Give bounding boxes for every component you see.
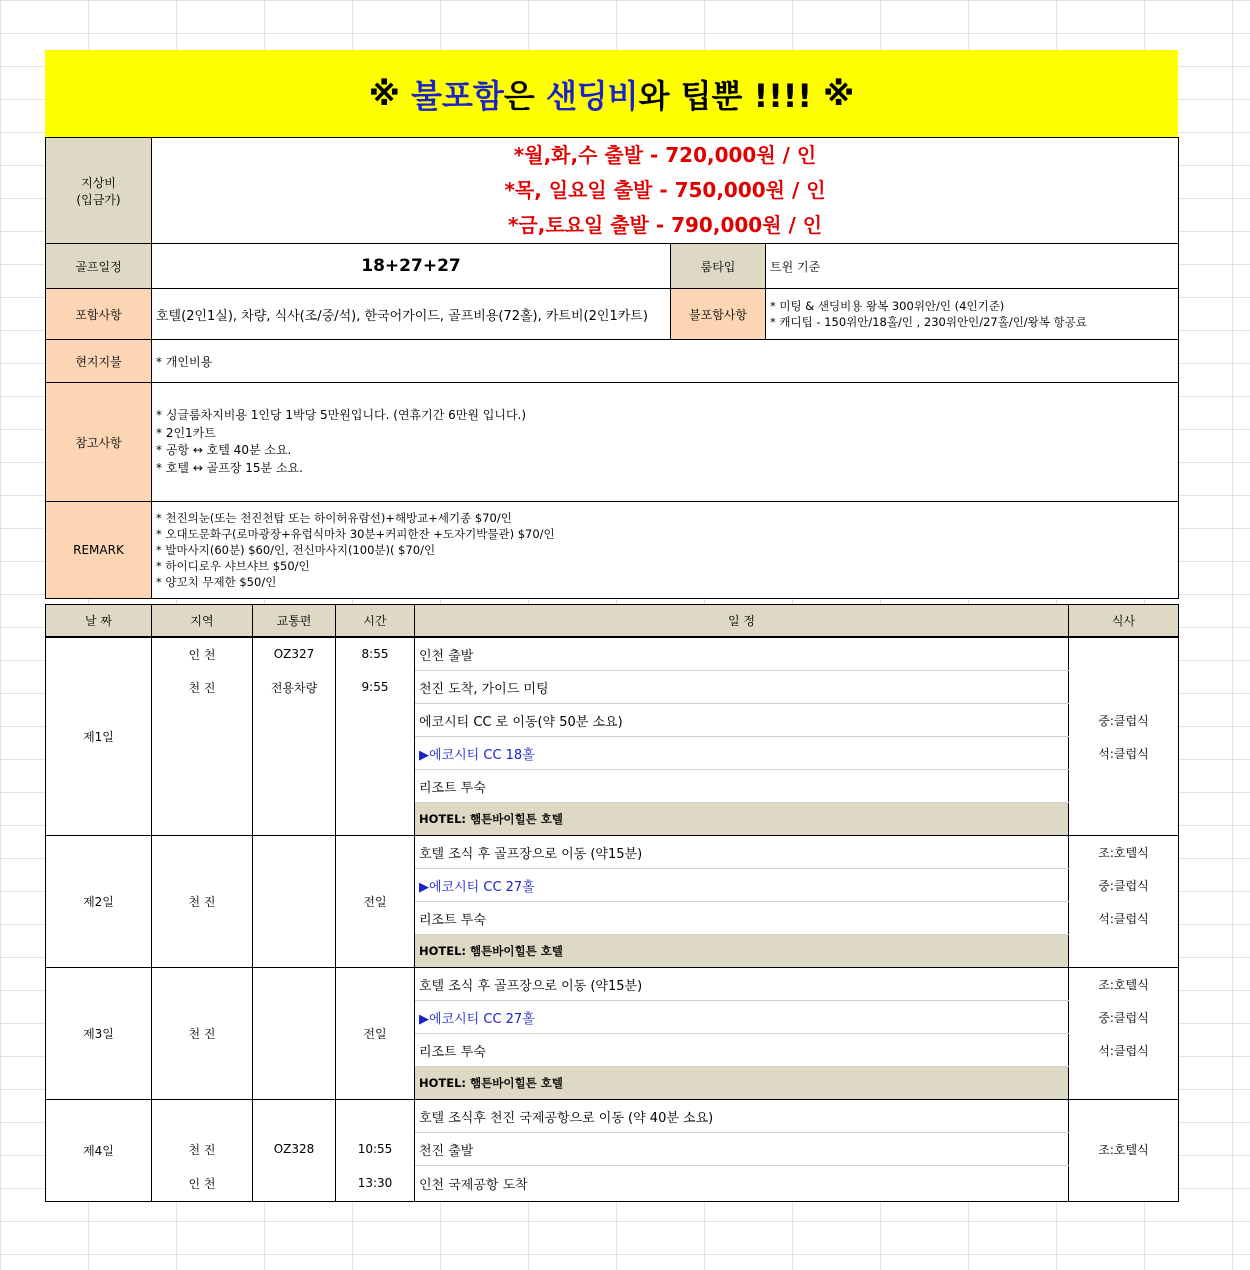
time-cell: 전일 xyxy=(336,968,415,1100)
remark-row xyxy=(46,502,1179,599)
activity-cell: 인천 출발 xyxy=(415,637,1069,671)
local-payment-row xyxy=(46,340,1179,383)
time-cell xyxy=(336,770,415,803)
time-cell xyxy=(336,704,415,737)
hotel-cell: HOTEL: 햄튼바이힐튼 호텔 xyxy=(415,1067,1069,1100)
header-time: 시간 xyxy=(336,605,415,638)
meal-cell xyxy=(1069,1166,1179,1202)
meal-cell: 조:호텔식 xyxy=(1069,836,1179,869)
activity-cell: 호텔 조식 후 골프장으로 이동 (약15분) xyxy=(415,836,1069,869)
meal-cell: 석:클럽식 xyxy=(1069,1034,1179,1067)
time-cell xyxy=(336,1100,415,1133)
table-row xyxy=(46,770,1179,803)
meal-cell: 석:클럽식 xyxy=(1069,737,1179,770)
time-cell xyxy=(336,803,415,836)
table-row xyxy=(46,1100,1179,1133)
table-row xyxy=(46,637,1179,671)
golf-value: 18+27+27 xyxy=(152,244,671,289)
table-row xyxy=(46,836,1179,869)
notes-label: 참고사항 xyxy=(46,383,152,502)
region-cell: 천 진 xyxy=(152,671,253,704)
exclusion-line: * 캐디팁 - 150위안/18홀/인 , 230위안인/27홀/인/왕복 항공료 xyxy=(770,315,1087,329)
activity-cell: ▶에코시티 CC 18홀 xyxy=(415,737,1069,770)
meal-cell: 석:클럽식 xyxy=(1069,902,1179,935)
meal-cell: 조:호텔식 xyxy=(1069,1133,1179,1166)
region-cell: 천 진 xyxy=(152,836,253,968)
activity-cell: ▶에코시티 CC 27홀 xyxy=(415,869,1069,902)
golf-label: 골프일정 xyxy=(46,244,152,289)
day-label: 제1일 xyxy=(46,637,152,836)
region-cell xyxy=(152,1100,253,1133)
banner-part-1: 불포함 xyxy=(411,76,504,115)
meal-cell: 중:클럽식 xyxy=(1069,1001,1179,1034)
banner-mark-left: ※ xyxy=(368,74,400,113)
note-line: * 공항 ↔ 호텔 40분 소요. xyxy=(156,443,292,457)
exclusion-line: * 미팅 & 샌딩비용 왕복 300위안/인 (4인기준) xyxy=(770,299,1005,313)
exclusion-value xyxy=(766,289,1179,340)
table-row xyxy=(46,1133,1179,1166)
table-row xyxy=(46,803,1179,836)
transport-cell xyxy=(253,836,336,968)
remark-line: * 양꼬치 무제한 $50/인 xyxy=(156,575,277,589)
meal-cell: 조:호텔식 xyxy=(1069,968,1179,1001)
time-cell xyxy=(336,737,415,770)
banner-part-4: 와 팁뿐 !!!! xyxy=(638,76,812,115)
price-line: *목, 일요일 출발 - 750,000원 / 인 xyxy=(504,178,826,202)
header-date: 날 짜 xyxy=(46,605,152,638)
activity-cell: 호텔 조식 후 골프장으로 이동 (약15분) xyxy=(415,968,1069,1001)
inclusion-value: 호텔(2인1실), 차량, 식사(조/중/석), 한국어가이드, 골프비용(72홀), 카트비(2인1카트) xyxy=(152,289,671,340)
region-cell xyxy=(152,704,253,737)
remark-line: * 천진의눈(또는 천진천탑 또는 하이허유람선)+해방교+세기종 $70/인 xyxy=(156,511,512,525)
meal-cell: 중:클럽식 xyxy=(1069,704,1179,737)
day-label: 제3일 xyxy=(46,968,152,1100)
price-line: *월,화,수 출발 - 720,000원 / 인 xyxy=(513,143,817,167)
info-table xyxy=(45,137,1179,599)
price-values xyxy=(152,138,1179,244)
activity-cell: 리조트 투숙 xyxy=(415,1034,1069,1067)
transport-cell xyxy=(253,737,336,770)
exclusion-label: 불포함사항 xyxy=(671,289,766,340)
table-row xyxy=(46,968,1179,1001)
note-line: * 2인1카트 xyxy=(156,425,216,440)
activity-cell: 인천 국제공항 도착 xyxy=(415,1166,1069,1202)
transport-cell: OZ327 xyxy=(253,637,336,671)
inclusion-label: 포함사항 xyxy=(46,289,152,340)
activity-cell: 호텔 조식후 천진 국제공항으로 이동 (약 40분 소요) xyxy=(415,1100,1069,1133)
time-cell: 10:55 xyxy=(336,1133,415,1166)
activity-cell: 리조트 투숙 xyxy=(415,902,1069,935)
header-region: 지역 xyxy=(152,605,253,638)
time-cell: 전일 xyxy=(336,836,415,968)
time-cell: 9:55 xyxy=(336,671,415,704)
remark-label: REMARK xyxy=(46,502,152,599)
activity-cell: 천진 출발 xyxy=(415,1133,1069,1166)
region-cell xyxy=(152,770,253,803)
transport-cell xyxy=(253,1100,336,1133)
schedule-header-row xyxy=(46,605,1179,638)
header-itinerary: 일 정 xyxy=(415,605,1069,638)
meal-cell xyxy=(1069,1067,1179,1100)
inclusion-row xyxy=(46,289,1179,340)
transport-cell xyxy=(253,1166,336,1202)
remark-value xyxy=(152,502,1179,599)
room-label: 룸타입 xyxy=(671,244,766,289)
region-cell xyxy=(152,737,253,770)
activity-cell: 에코시티 CC 로 이동(약 50분 소요) xyxy=(415,704,1069,737)
transport-cell xyxy=(253,704,336,737)
time-cell: 13:30 xyxy=(336,1166,415,1202)
header-meal: 식사 xyxy=(1069,605,1179,638)
table-row xyxy=(46,704,1179,737)
table-row xyxy=(46,737,1179,770)
banner-part-3: 샌딩비 xyxy=(545,76,639,115)
note-line: * 싱글룸차지비용 1인당 1박당 5만원입니다. (연휴기간 6만원 입니다.) xyxy=(156,408,527,422)
transport-cell xyxy=(253,770,336,803)
meal-cell xyxy=(1069,803,1179,836)
activity-cell: 리조트 투숙 xyxy=(415,770,1069,803)
region-cell: 천 진 xyxy=(152,1133,253,1166)
table-row xyxy=(46,1166,1179,1202)
local-payment-value: * 개인비용 xyxy=(152,340,1179,383)
transport-cell: OZ328 xyxy=(253,1133,336,1166)
meal-cell xyxy=(1069,671,1179,704)
meal-cell xyxy=(1069,770,1179,803)
activity-cell: ▶에코시티 CC 27홀 xyxy=(415,1001,1069,1034)
banner-part-2: 은 xyxy=(503,76,535,115)
transport-cell xyxy=(253,968,336,1100)
table-row xyxy=(46,671,1179,704)
notes-value xyxy=(152,383,1179,502)
region-cell xyxy=(152,803,253,836)
local-payment-label: 현지지불 xyxy=(46,340,152,383)
golf-row xyxy=(46,244,1179,289)
note-line: * 호텔 ↔ 골프장 15분 소요. xyxy=(156,460,303,475)
header-transport: 교통편 xyxy=(253,605,336,638)
region-cell: 인 천 xyxy=(152,1166,253,1202)
activity-cell: 천진 도착, 가이드 미팅 xyxy=(415,671,1069,704)
meal-cell xyxy=(1069,637,1179,671)
remark-line: * 발마사지(60분) $60/인, 전신마사지(100분)( $70/인 xyxy=(156,543,436,557)
remark-line: * 하이디로우 샤브샤브 $50/인 xyxy=(156,559,310,573)
day-label: 제4일 xyxy=(46,1100,152,1202)
time-cell: 8:55 xyxy=(336,637,415,671)
region-cell: 인 천 xyxy=(152,637,253,671)
schedule-table xyxy=(45,604,1179,1202)
remark-line: * 오대도문화구(로마광장+유럽식마차 30분+커피한잔 +도자기박물관) $70/인 xyxy=(156,527,555,541)
meal-cell xyxy=(1069,1100,1179,1133)
title-banner xyxy=(45,50,1178,137)
transport-cell: 전용차량 xyxy=(253,671,336,704)
hotel-cell: HOTEL: 햄튼바이힐튼 호텔 xyxy=(415,935,1069,968)
meal-cell xyxy=(1069,935,1179,968)
price-row xyxy=(46,138,1179,244)
day-label: 제2일 xyxy=(46,836,152,968)
price-line: *금,토요일 출발 - 790,000원 / 인 xyxy=(507,213,823,237)
transport-cell xyxy=(253,803,336,836)
notes-row xyxy=(46,383,1179,502)
hotel-cell: HOTEL: 햄튼바이힐튼 호텔 xyxy=(415,803,1069,836)
region-cell: 천 진 xyxy=(152,968,253,1100)
meal-cell: 중:클럽식 xyxy=(1069,869,1179,902)
banner-mark-right: ※ xyxy=(823,74,855,113)
room-value: 트윈 기준 xyxy=(766,244,1179,289)
price-label: 지상비 (입금가) xyxy=(46,138,152,244)
